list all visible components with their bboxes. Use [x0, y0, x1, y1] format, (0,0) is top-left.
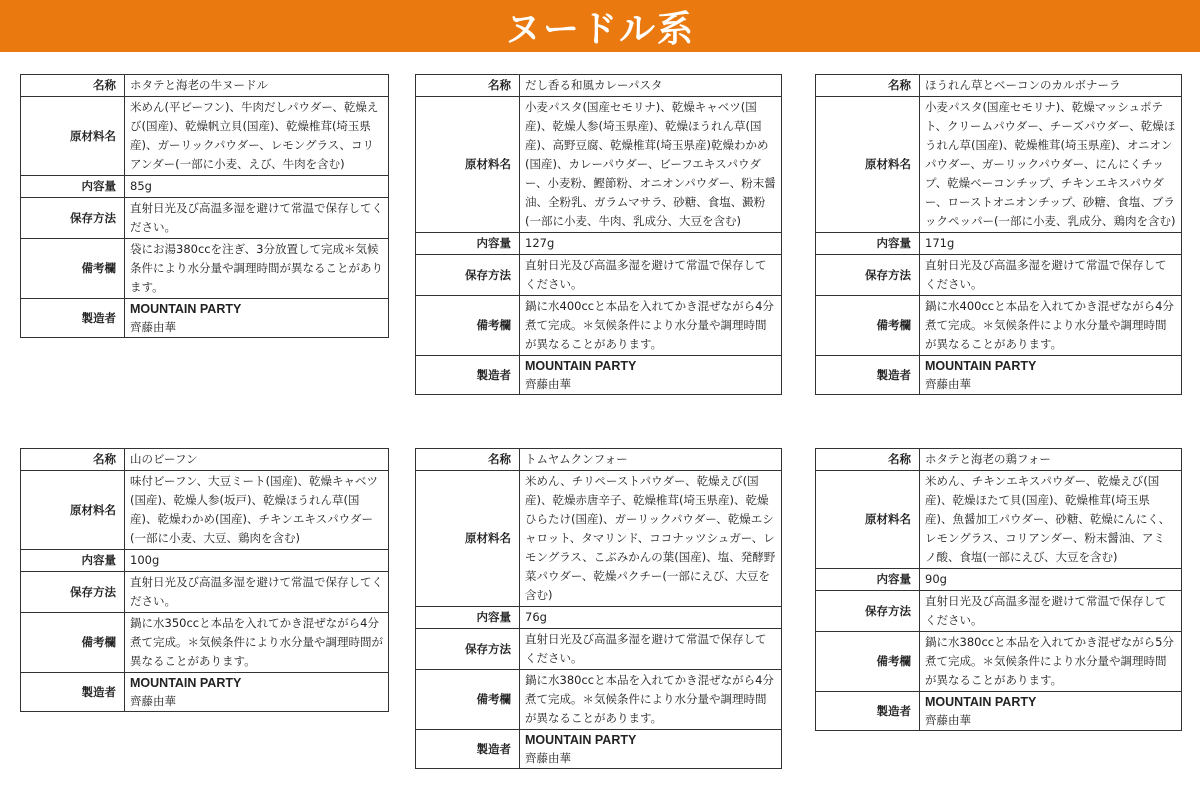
- maker-person: 齊藤由華: [525, 751, 571, 765]
- row-maker: [416, 356, 782, 395]
- row-ingredients: [21, 97, 389, 176]
- maker-person: 齊藤由華: [130, 320, 176, 334]
- label-name: 名称: [21, 449, 125, 471]
- content-amount: 90g: [920, 569, 1182, 591]
- row-storage: [21, 198, 389, 239]
- label-notes: 備考欄: [21, 613, 125, 673]
- row-name: [816, 449, 1182, 471]
- row-content: [21, 550, 389, 572]
- content-amount: 100g: [125, 550, 389, 572]
- product-name: だし香る和風カレーパスタ: [520, 75, 782, 97]
- maker-name: MOUNTAIN PARTY: [130, 676, 242, 690]
- product-label-table: [20, 448, 389, 712]
- maker-cell: [920, 356, 1182, 395]
- maker-name: MOUNTAIN PARTY: [925, 359, 1037, 373]
- ingredients-text: 小麦パスタ(国産セモリナ)、乾燥キャベツ(国産)、乾燥人参(埼玉県産)、乾燥ほうれん草(国産)、高野豆腐、乾燥椎茸(埼玉県産)乾燥わかめ(国産)、カレーパウダー、ビーフエキスパウダー、小麦粉、鰹節粉、オニオンパウダー、粉末醤油、全粉乳、ガラムマサラ、砂糖、食塩、澱粉(一部に小麦、牛肉、乳成分、大豆を含む): [520, 97, 782, 233]
- label-content: 内容量: [816, 569, 920, 591]
- product-label-table: [815, 448, 1182, 731]
- row-name: [416, 75, 782, 97]
- product-name: 山のビーフン: [125, 449, 389, 471]
- row-name: [21, 75, 389, 97]
- maker-name: MOUNTAIN PARTY: [925, 695, 1037, 709]
- label-notes: 備考欄: [416, 296, 520, 356]
- row-ingredients: [816, 97, 1182, 233]
- row-name: [21, 449, 389, 471]
- maker-name: MOUNTAIN PARTY: [525, 733, 637, 747]
- ingredients-text: 小麦パスタ(国産セモリナ)、乾燥マッシュポテト、クリームパウダー、チーズパウダー、乾燥ほうれん草(国産)、乾燥椎茸(埼玉県産)、オニオンパウダー、ガーリックパウダー、にんにくチップ、乾燥ベーコンチップ、チキンエキスパウダー、ローストオニオンチップ、砂糖、食塩、ブラックペッパー(一部に小麦、乳成分、鶏肉を含む): [920, 97, 1182, 233]
- notes-text: 鍋に水350ccと本品を入れてかき混ぜながら4分煮て完成。＊気候条件により水分量や調理時間が異なることがあります。: [125, 613, 389, 673]
- label-maker: 製造者: [816, 692, 920, 731]
- product-name: ホタテと海老の鶏フォー: [920, 449, 1182, 471]
- maker-cell: [125, 299, 389, 338]
- header-banner: [0, 0, 1200, 52]
- label-maker: 製造者: [21, 673, 125, 712]
- label-name: 名称: [416, 449, 520, 471]
- label-name: 名称: [21, 75, 125, 97]
- label-name: 名称: [416, 75, 520, 97]
- label-ingredients: 原材料名: [416, 471, 520, 607]
- product-label-table: [415, 448, 782, 769]
- ingredients-text: 米めん(平ビーフン)、牛肉だしパウダー、乾燥えび(国産)、乾燥帆立貝(国産)、乾燥椎茸(埼玉県産)、ガーリックパウダー、レモングラス、コリアンダー(一部に小麦、えび、牛肉を含む): [125, 97, 389, 176]
- label-content: 内容量: [416, 233, 520, 255]
- row-storage: [21, 572, 389, 613]
- row-notes: [416, 670, 782, 730]
- storage-text: 直射日光及び高温多湿を避けて常温で保存してください。: [520, 255, 782, 296]
- row-storage: [816, 591, 1182, 632]
- label-ingredients: 原材料名: [816, 471, 920, 569]
- label-notes: 備考欄: [21, 239, 125, 299]
- storage-text: 直射日光及び高温多湿を避けて常温で保存してください。: [920, 255, 1182, 296]
- maker-person: 齊藤由華: [925, 377, 971, 391]
- notes-text: 鍋に水380ccと本品を入れてかき混ぜながら4分煮て完成。＊気候条件により水分量や調理時間が異なることがあります。: [520, 670, 782, 730]
- label-maker: 製造者: [416, 356, 520, 395]
- product-name: ホタテと海老の牛ヌードル: [125, 75, 389, 97]
- row-notes: [21, 239, 389, 299]
- label-name: 名称: [816, 449, 920, 471]
- maker-person: 齊藤由華: [130, 694, 176, 708]
- content-amount: 171g: [920, 233, 1182, 255]
- label-maker: 製造者: [816, 356, 920, 395]
- label-storage: 保存方法: [416, 629, 520, 670]
- row-ingredients: [416, 471, 782, 607]
- notes-text: 鍋に水400ccと本品を入れてかき混ぜながら4分煮て完成。＊気候条件により水分量や調理時間が異なることがあります。: [520, 296, 782, 356]
- product-name: トムヤムクンフォー: [520, 449, 782, 471]
- ingredients-text: 米めん、チリペーストパウダー、乾燥えび(国産)、乾燥赤唐辛子、乾燥椎茸(埼玉県産)、乾燥ひらたけ(国産)、ガーリックパウダー、乾燥エシャロット、タマリンド、ココナッツシュガー、レモングラス、こぶみかんの葉(国産)、塩、発酵野菜パウダー、乾燥パクチー(一部にえび、大豆を含む): [520, 471, 782, 607]
- maker-cell: [520, 356, 782, 395]
- label-notes: 備考欄: [416, 670, 520, 730]
- notes-text: 鍋に水400ccと本品を入れてかき混ぜながら4分煮て完成。＊気候条件により水分量や調理時間が異なることがあります。: [920, 296, 1182, 356]
- row-storage: [416, 629, 782, 670]
- maker-name: MOUNTAIN PARTY: [525, 359, 637, 373]
- label-storage: 保存方法: [416, 255, 520, 296]
- storage-text: 直射日光及び高温多湿を避けて常温で保存してください。: [920, 591, 1182, 632]
- row-ingredients: [416, 97, 782, 233]
- label-notes: 備考欄: [816, 296, 920, 356]
- row-content: [416, 607, 782, 629]
- label-name: 名称: [816, 75, 920, 97]
- page-title: ヌードル系: [504, 8, 695, 50]
- label-ingredients: 原材料名: [416, 97, 520, 233]
- product-name: ほうれん草とベーコンのカルボナーラ: [920, 75, 1182, 97]
- row-notes: [416, 296, 782, 356]
- row-maker: [416, 730, 782, 769]
- row-ingredients: [816, 471, 1182, 569]
- product-label-table: [415, 74, 782, 395]
- label-storage: 保存方法: [816, 255, 920, 296]
- row-storage: [816, 255, 1182, 296]
- maker-cell: [125, 673, 389, 712]
- label-ingredients: 原材料名: [816, 97, 920, 233]
- label-notes: 備考欄: [816, 632, 920, 692]
- row-maker: [21, 299, 389, 338]
- label-content: 内容量: [416, 607, 520, 629]
- label-ingredients: 原材料名: [21, 97, 125, 176]
- row-notes: [816, 296, 1182, 356]
- row-storage: [416, 255, 782, 296]
- row-content: [21, 176, 389, 198]
- label-content: 内容量: [21, 176, 125, 198]
- notes-text: 袋にお湯380ccを注ぎ、3分放置して完成＊気候条件により水分量や調理時間が異なることがあります。: [125, 239, 389, 299]
- maker-name: MOUNTAIN PARTY: [130, 302, 242, 316]
- label-storage: 保存方法: [816, 591, 920, 632]
- product-label-table: [815, 74, 1182, 395]
- row-maker: [21, 673, 389, 712]
- row-maker: [816, 692, 1182, 731]
- storage-text: 直射日光及び高温多湿を避けて常温で保存してください。: [125, 572, 389, 613]
- label-content: 内容量: [816, 233, 920, 255]
- label-storage: 保存方法: [21, 198, 125, 239]
- storage-text: 直射日光及び高温多湿を避けて常温で保存してください。: [520, 629, 782, 670]
- row-content: [416, 233, 782, 255]
- notes-text: 鍋に水380ccと本品を入れてかき混ぜながら5分煮て完成。＊気候条件により水分量や調理時間が異なることがあります。: [920, 632, 1182, 692]
- row-notes: [21, 613, 389, 673]
- storage-text: 直射日光及び高温多湿を避けて常温で保存してください。: [125, 198, 389, 239]
- label-content: 内容量: [21, 550, 125, 572]
- ingredients-text: 米めん、チキンエキスパウダー、乾燥えび(国産)、乾燥ほたて貝(国産)、乾燥椎茸(埼玉県産)、魚醤加工パウダー、砂糖、乾燥にんにく、レモングラス、コリアンダー、粉末醤油、アミノ酸、食塩(一部にえび、大豆を含む): [920, 471, 1182, 569]
- maker-cell: [520, 730, 782, 769]
- content-amount: 127g: [520, 233, 782, 255]
- maker-person: 齊藤由華: [925, 713, 971, 727]
- ingredients-text: 味付ビーフン、大豆ミート(国産)、乾燥キャベツ(国産)、乾燥人参(坂戸)、乾燥ほうれん草(国産)、乾燥わかめ(国産)、チキンエキスパウダー(一部に小麦、大豆、鶏肉を含む): [125, 471, 389, 550]
- row-name: [416, 449, 782, 471]
- row-content: [816, 233, 1182, 255]
- maker-cell: [920, 692, 1182, 731]
- row-name: [816, 75, 1182, 97]
- maker-person: 齊藤由華: [525, 377, 571, 391]
- content-amount: 85g: [125, 176, 389, 198]
- label-storage: 保存方法: [21, 572, 125, 613]
- row-notes: [816, 632, 1182, 692]
- label-maker: 製造者: [21, 299, 125, 338]
- row-ingredients: [21, 471, 389, 550]
- product-label-table: [20, 74, 389, 338]
- content-amount: 76g: [520, 607, 782, 629]
- label-ingredients: 原材料名: [21, 471, 125, 550]
- row-maker: [816, 356, 1182, 395]
- label-maker: 製造者: [416, 730, 520, 769]
- row-content: [816, 569, 1182, 591]
